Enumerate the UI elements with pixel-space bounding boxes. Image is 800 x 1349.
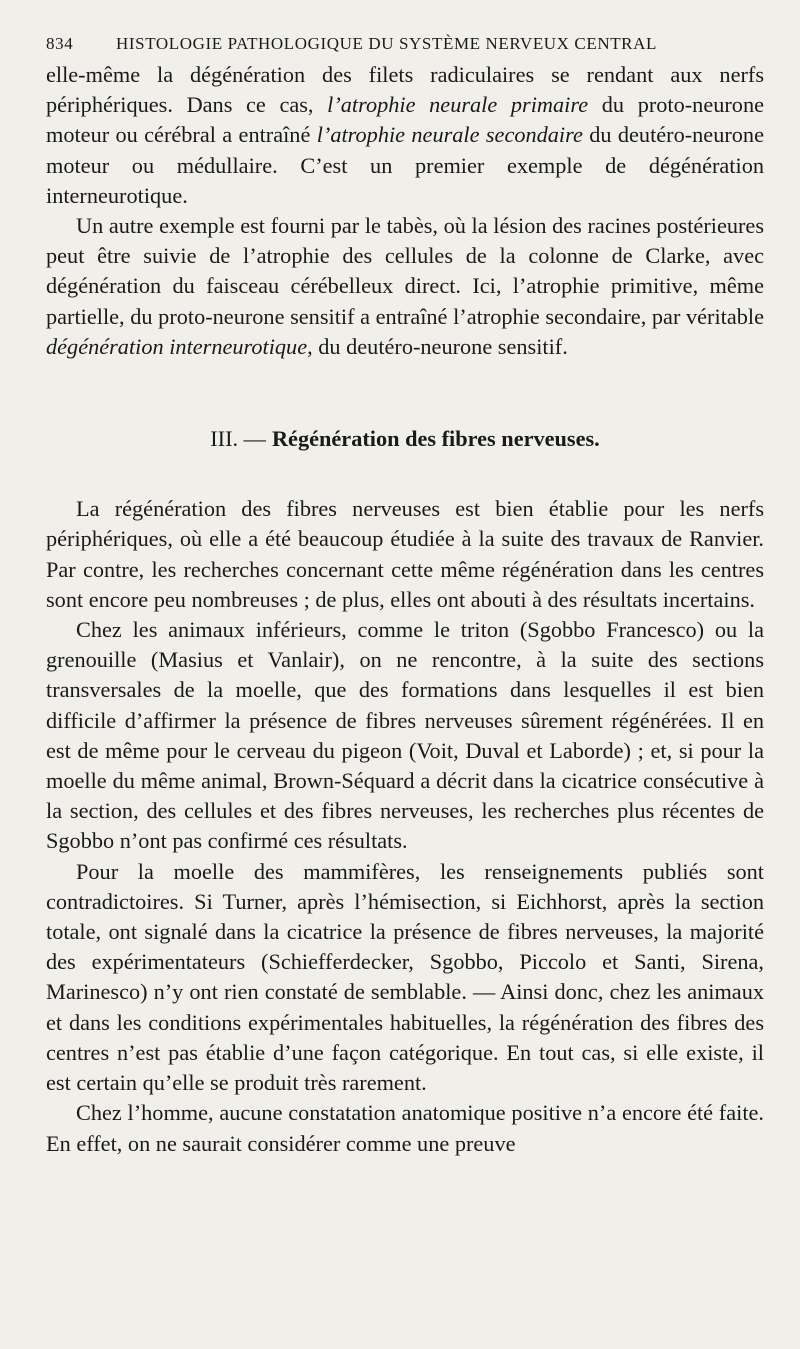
- paragraph-5: Pour la moelle des mammifères, les renseignements publiés sont contradictoires. Si Turner, après l’hémisection, si Eichhorst, après la section totale, ont signalé dans la cicatrice la présence de fibres nerveuses, la majorité des expérimentateurs (Schiefferdecker, Sgobbo, Piccolo et Santi, Sirena, Marinesco) n’y ont rien constaté de semblable. — Ainsi donc, chez les animaux et dans les conditions expérimentales habituelles, la régénération des fibres des centres n’est pas établie d’une façon catégorique. En tout cas, si elle existe, il est certain qu’elle se produit très rarement.: [46, 858, 764, 1096]
- page-header: [46, 34, 764, 54]
- text-span: du deutéro-neurone moteur ou médullaire. C’est un premier exemple de dégénération interneurotique.: [46, 122, 764, 208]
- text-span: elle-même la dégénération des filets radiculaires se rendant aux nerfs périphériques. Dans ce cas,: [46, 62, 764, 118]
- section-heading: [46, 424, 764, 454]
- italic-term: l’atrophie neurale secondaire: [316, 122, 583, 148]
- paragraph-2: [46, 211, 764, 362]
- body-text: [46, 60, 764, 1159]
- italic-term: l’atrophie neurale primaire: [327, 92, 589, 118]
- text-span: , du deutéro-neurone sensitif.: [307, 333, 568, 359]
- paragraph-3: La régénération des fibres nerveuses est bien établie pour les nerfs périphériques, où elle a été beaucoup étudiée à la suite des travaux de Ranvier. Par contre, les recherches concernant cette même régénération dans les centres sont encore peu nombreuses ; de plus, elles ont abouti à des résultats incertains.: [46, 496, 764, 612]
- paragraph-6: Chez l’homme, aucune constatation anatomique positive n’a encore été faite. En effet, on ne saurait considérer comme une preuve: [46, 1100, 764, 1156]
- section-number: III. —: [210, 426, 266, 452]
- paragraph-4: Chez les animaux inférieurs, comme le triton (Sgobbo Francesco) ou la grenouille (Masius et Vanlair), on ne rencontre, à la suite des sections transversales de la moelle, que des formations dans lesquelles il est bien difficile d’affirmer la présence de fibres nerveuses sûrement régénérées. Il en est de même pour le cerveau du pigeon (Voit, Duval et Laborde) ; et, si pour la moelle du même animal, Brown-Séquard a décrit dans la cicatrice consécutive à la section, des cellules et des fibres nerveuses, les recherches plus récentes de Sgobbo n’ont pas confirmé ces résultats.: [46, 617, 764, 854]
- text-span: du proto-neurone moteur ou cérébral a entraîné: [46, 92, 764, 148]
- section-title: Régénération des fibres nerveuses.: [271, 426, 600, 452]
- text-span: Un autre exemple est fourni par le tabès, où la lésion des racines postérieures peut être suivie de l’atrophie des cellules de la colonne de Clarke, avec dégénération du faisceau cérébelleux direct. Ici, l’atrophie primitive, même partielle, du proto-neurone sensitif a entraîné l’atrophie secondaire, par véritable: [46, 213, 764, 329]
- paragraph-1: [46, 60, 764, 211]
- running-title: HISTOLOGIE PATHOLOGIQUE DU SYSTÈME NERVEUX CENTRAL: [116, 34, 657, 53]
- page-number: 834: [46, 34, 74, 53]
- italic-term: dégénération interneurotique: [46, 333, 308, 359]
